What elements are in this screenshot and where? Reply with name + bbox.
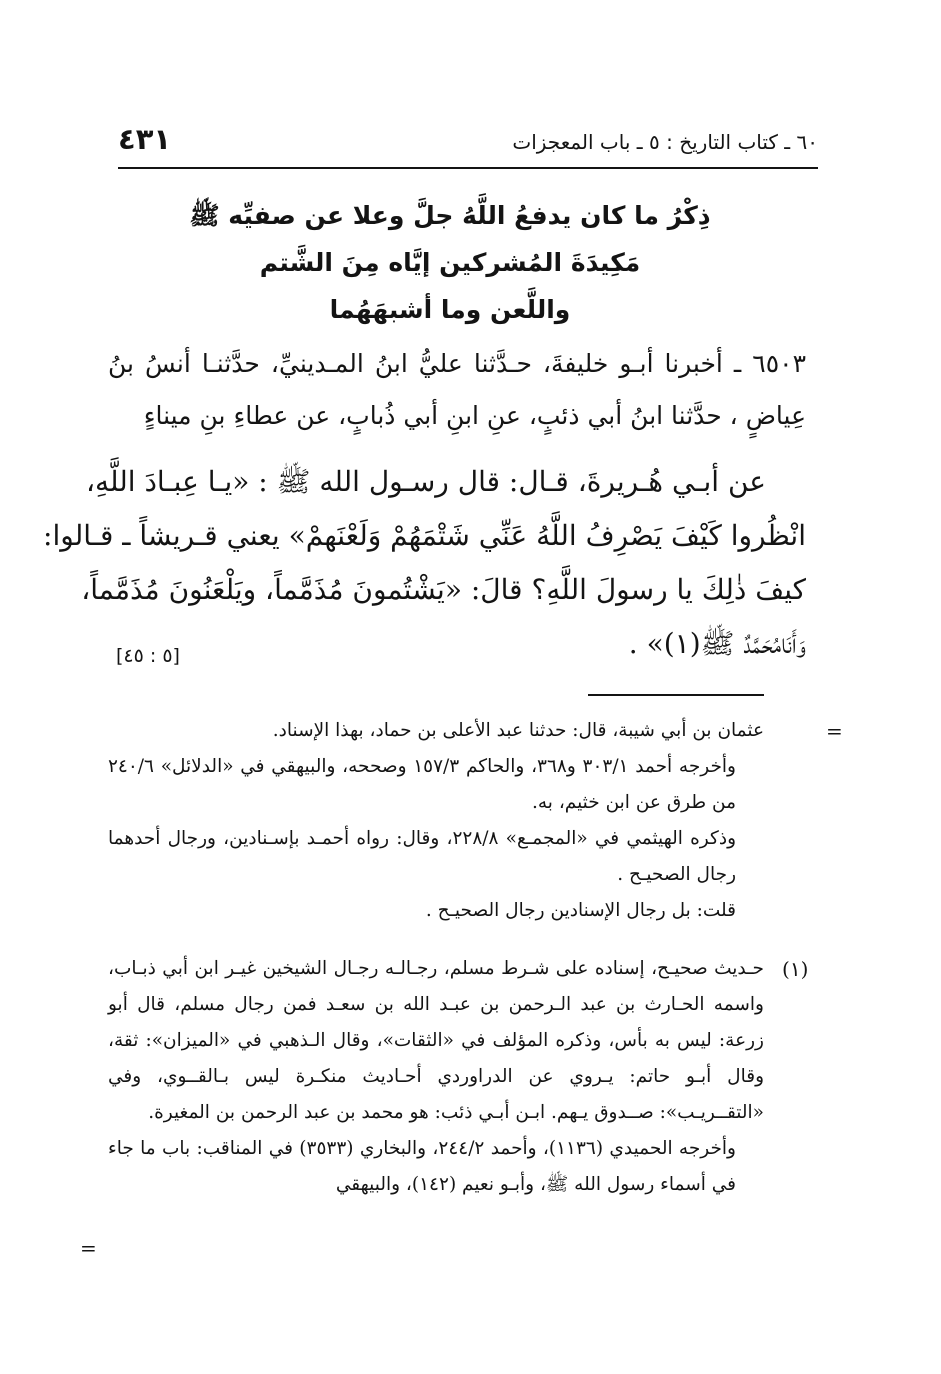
footnote-paragraph: وأخرجه الحميدي (١١٣٦)، وأحمد ٢٤٤/٢، والبخاري (٣٥٣٣) في المناقب: باب ما جاء في أسماء رسول الله ﷺ، وأبـو نعيم (١٤٢)، والبيهقي [108, 1138, 736, 1195]
footnote-paragraph: قلت: بل رجال الإسنادين رجال الصحيـح . [425, 900, 736, 921]
footnote-paragraph: وأخرجه أحمد ٣٠٣/١ و٣٦٨، والحاكم ١٥٧/٣ وصححه، والبيهقي في «الدلائل» ٢٤٠/٦ من طرق عن ابن خثيم، به. [108, 756, 736, 813]
chapter-title-line: واللَّعن وما أشبهَهُما [329, 295, 571, 324]
matn-line-last [108, 617, 806, 671]
footnote-paragraph: حـديث صحيـح، إسناده على شـرط مسلم، رجـالـه رجـال الشيخين غيـر ابن أبي ذبـاب، واسمه الحـارث بن عبد الـرحمن بن عبـد الله بن سعـد فمن رجال مسلم، قال أبو زرعة: ليس به بأس، وذكره المؤلف في «الثقات»، وقال الـذهبي في «الميزان»: ثقة، وقال أبـو حاتم: يـروي عن الدراوردي أحـاديث منكـرة ليس بـالقــوي، وفي «التقــريـب»: صــدوق يـهم. ابـن أبـي ذئب: هو محمد بن عبد الرحمن بن المغيرة. [108, 958, 764, 1123]
footnote-1 [108, 951, 764, 1203]
continued-next-page-mark: = [80, 1236, 97, 1260]
footnote-continued [108, 713, 764, 929]
matn-line: انْظُروا كَيْفَ يَصْرِفُ اللَّهُ عَنِّي شَتْمَهُمْ وَلَعْنَهمْ» يعني قـريشاً ـ قـالوا: [43, 519, 806, 552]
footnote-paragraph: عثمان بن أبي شيبة، قال: حدثنا عبد الأعلى بن حماد، بهذا الإسناد. [272, 720, 764, 741]
header-rule [118, 167, 818, 169]
footnote-separator [588, 694, 764, 696]
page-number: ٤٣١ [118, 122, 172, 156]
running-head: ٦٠ ـ كتاب التاريخ : ٥ ـ باب المعجزات [512, 130, 818, 154]
chapter-title-line: مَكِيدَةَ المُشركين إيَّاه مِنَ الشَّتم [259, 248, 641, 277]
page-header [118, 120, 818, 166]
matn-line: كيفَ ذٰلِكَ يا رسولَ اللَّهِ؟ قالَ: «يَشْتُمونَ مُذَمَّماً، ويَلْعَنُونَ مُذَمَّماً، [81, 573, 806, 606]
continuation-mark: = [826, 719, 843, 743]
hadith-isnad: ٦٥٠٣ ـ أخبرنا أبـو خليفةَ، حـدَّثنا عليُّ ابنُ المـدينيِّ، حدَّثنـا أنسُ بنُ عِياضٍ ، حدَّثنا ابنُ أبي ذئبٍ، عنِ ابنِ أبي ذُبابٍ، عن عطاءِ بنِ ميناءٍ [108, 349, 806, 430]
footnote-paragraph: وذكره الهيثمي في «المجمـع» ٢٢٨/٨، وقال: رواه أحمـد بإسـنادين، ورجال أحدهما رجال الصحيـح . [108, 828, 736, 885]
footnote-marker: (١) [782, 957, 809, 981]
matn-line: وَأَنَامُحَمَّدٌ ﷺ(١)» . [628, 627, 806, 660]
chapter-title [160, 192, 740, 333]
hadith-matn [43, 455, 806, 671]
source-reference: [٥ : ٤٥] [116, 645, 180, 667]
matn-line: عن أبـي هُـريرةَ، قـال: قال رسـول الله ﷺ : «يـا عِبـادَ اللَّهِ، [85, 465, 766, 498]
chapter-title-line: ذِكْرُ ما كان يدفعُ اللَّهُ جلَّ وعلا عن صفيِّه ﷺ [189, 201, 711, 230]
